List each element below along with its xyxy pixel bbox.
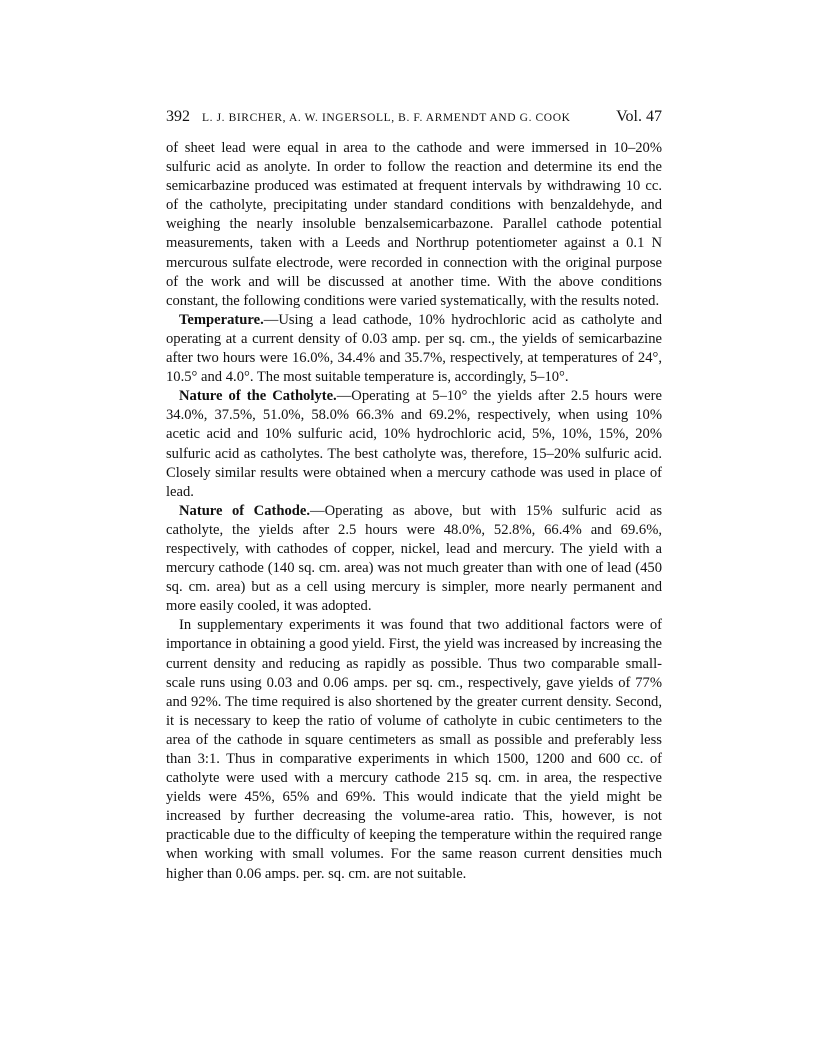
paragraph-text: —Using a lead cathode, 10% hydrochloric acid as catholyte and operating at a current density of 0.03 amp. per sq. cm., the yields of semicarbazine after two hours were 16.0%, 34.4% and 35.7%, respectively, at temperatures of 24°, 10.5° and 4.0°. The most suitable temperature is, accordingly, 5–10°. [166, 311, 662, 386]
paragraph-nature-of-cathode [166, 502, 662, 617]
paragraph-text: —Operating at 5–10° the yields after 2.5 hours were 34.0%, 37.5%, 51.0%, 58.0% 66.3% and 69.2%, respectively, when using 10% acetic acid and 10% sulfuric acid, 10% hydrochloric acid, 5%, 10%, 15%, 20% sulfuric acid as catholytes. The best catholyte was, therefore, 15–20% sulfuric acid. Closely similar results were obtained when a mercury cathode was used in place of lead. [166, 388, 662, 500]
paragraph-text: of sheet lead were equal in area to the cathode and were immersed in 10–20% sulfuric acid as anolyte. In order to follow the reaction and determine its end the semicarbazine produced was estimated at frequent intervals by withdrawing 10 cc. of the catholyte, precipitating under standard conditions with benzaldehyde, and weighing the nearly insoluble benzalsemicarbazone. Parallel cathode potential measurements, taken with a Leeds and Northrup potentiometer against a 0.1 N mercurous sulfate electrode, were recorded in connection with the original purpose of the work and will be discussed at another time. With the above conditions constant, the following conditions were varied systematically, with the results noted. [166, 140, 662, 309]
section-heading-nature-of-cathode: Nature of Cathode. [179, 502, 311, 519]
paragraph-text: In supplementary experiments it was found that two additional factors were of importance in obtaining a good yield. First, the yield was increased by increasing the current density and reducing as rapidly as possible. Thus two comparable small-scale runs using 0.03 and 0.06 amps. per sq. cm., respectively, gave yields of 77% and 92%. The time required is also shortened by the greater current density. Second, it is necessary to keep the ratio of volume of catholyte in cubic centimeters to the area of the cathode in square centimeters as small as possible and preferably less than 3:1. Thus in comparative experiments in which 1500, 1200 and 600 cc. of catholyte were used with a mercury cathode 215 sq. cm. in area, the respective yields were 45%, 65% and 69%. This would indicate that the yield might be increased by further decreasing the volume-area ratio. This, however, is not practicable due to the difficulty of keeping the temperature within the required range when working with small volumes. For the same reason current densities much higher than 0.06 amps. per. sq. cm. are not suitable. [166, 617, 662, 882]
page-number: 392 [166, 108, 190, 125]
paragraph-text: —Operating as above, but with 15% sulfuric acid as catholyte, the yields after 2.5 hours were 48.0%, 52.8%, 66.4% and 69.6%, respectively, with cathodes of copper, nickel, lead and mercury. The yield with a mercury cathode (140 sq. cm. area) was not much greater than with one of lead (450 sq. cm. area) but as a cell using mercury is simpler, more nearly permanent and more easily cooled, it was adopted. [166, 502, 662, 615]
paragraph-supplementary-experiments [166, 616, 662, 883]
volume-number: Vol. 47 [616, 108, 662, 125]
paragraph-continuation [166, 139, 662, 311]
section-heading-temperature: Temperature. [179, 311, 264, 328]
section-heading-nature-of-catholyte: Nature of the Catholyte. [179, 388, 337, 405]
running-head [166, 107, 662, 127]
paragraph-temperature [166, 311, 662, 387]
paragraph-nature-of-catholyte [166, 387, 662, 502]
body-text [166, 139, 662, 884]
running-head-authors: L. J. BIRCHER, A. W. INGERSOLL, B. F. ARMENDT AND G. COOK [202, 112, 571, 124]
